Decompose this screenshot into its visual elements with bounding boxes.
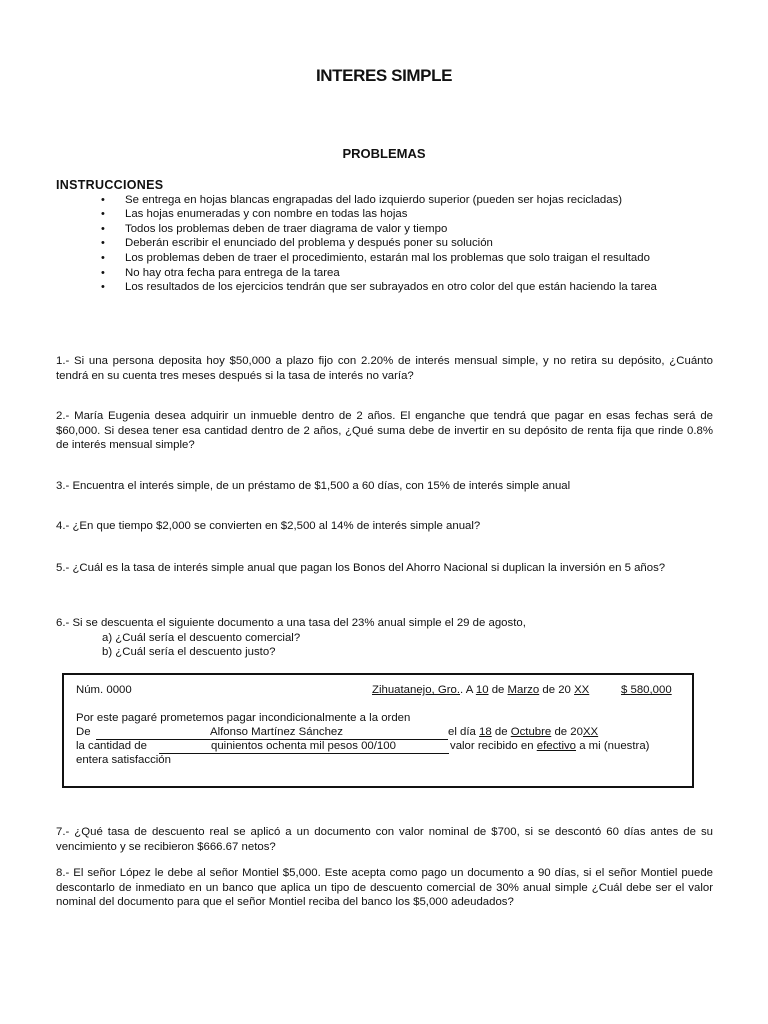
instruction-item: • Los resultados de los ejercicios tendrán que ser subrayados en otro color del que están haciendo la tarea bbox=[101, 281, 657, 294]
problem-6 bbox=[56, 616, 713, 660]
note-month: Marzo bbox=[507, 684, 540, 696]
instruction-item: • Deberán escribir el enunciado del problema y después poner su solución bbox=[101, 237, 493, 250]
instruction-item: • No hay otra fecha para entrega de la tarea bbox=[101, 266, 340, 279]
problem-3: 3.- Encuentra el interés simple, de un préstamo de $1,500 a 60 días, con 15% de interés simple anual bbox=[56, 480, 571, 492]
problem-6-statement: 6.- Si se descuenta el siguiente documento a una tasa del 23% anual simple el 29 de agosto, bbox=[56, 617, 526, 629]
note-payee-label: De bbox=[76, 726, 91, 738]
problem-4: 4.- ¿En que tiempo $2,000 se convierten en $2,500 al 14% de interés simple anual? bbox=[56, 520, 481, 532]
bullet-icon: • bbox=[101, 208, 105, 221]
note-number: Núm. 0000 bbox=[76, 684, 132, 696]
problem-2: 2.- María Eugenia desea adquirir un inmueble dentro de 2 años. El enganche que tendrá que pagar en esas fechas será de $60,000. Si desea tener esa cantidad dentro de 2 años, ¿Qué suma debe de invertir en su depósito de renta fija que rinde 0.8% de interés mensual simple? bbox=[56, 410, 713, 452]
note-quantity-label: la cantidad de bbox=[76, 740, 147, 752]
section-subtitle: PROBLEMAS bbox=[342, 146, 426, 161]
problem-1: 1.- Si una persona deposita hoy $50,000 a plazo fijo con 2.20% de interés mensual simple, y no retira su depósito, ¿Cuánto tendrá en su cuenta tres meses después si la tasa de interés no varía? bbox=[56, 355, 713, 382]
problem-6-part-a: a) ¿Cuál sería el descuento comercial? bbox=[102, 631, 301, 644]
note-place: Zihuatanejo, Gro. bbox=[372, 684, 461, 696]
problem-6-part-b: b) ¿Cuál sería el descuento justo? bbox=[102, 646, 276, 659]
instruction-item: • Las hojas enumeradas y con nombre en todas las hojas bbox=[101, 208, 408, 221]
instructions-list bbox=[56, 193, 716, 295]
note-promise-line: Por este pagaré prometemos pagar incondicionalmente a la orden bbox=[76, 712, 411, 724]
instruction-item: • Todos los problemas deben de traer diagrama de valor y tiempo bbox=[101, 222, 448, 235]
document-title: INTERES SIMPLE bbox=[315, 66, 453, 85]
instruction-item: • Se entrega en hojas blancas engrapadas del lado izquierdo superior (pueden ser hojas recicladas) bbox=[101, 193, 623, 206]
note-value-line: valor recibido en efectivo a mi (nuestra) bbox=[450, 740, 650, 752]
bullet-icon: • bbox=[101, 266, 105, 279]
bullet-icon: • bbox=[101, 237, 105, 250]
promissory-note bbox=[62, 673, 694, 788]
instructions-section bbox=[56, 178, 716, 295]
note-payee: Alfonso Martínez Sánchez bbox=[96, 725, 448, 740]
problem-7: 7.- ¿Qué tasa de descuento real se aplicó a un documento con valor nominal de $700, si se descontó 60 días antes de su vencimiento y se recibieron $666.67 netos? bbox=[56, 826, 713, 853]
note-satisfaction-line: entera satisfacción bbox=[76, 754, 171, 766]
bullet-icon: • bbox=[101, 222, 105, 235]
note-due-day: 18 bbox=[479, 726, 492, 738]
problem-5: 5.- ¿Cuál es la tasa de interés simple anual que pagan los Bonos del Ahorro Nacional si duplican la inversión en 5 años? bbox=[56, 562, 666, 574]
note-year: XX bbox=[574, 684, 590, 696]
note-amount: $ 580,000 bbox=[621, 684, 672, 696]
note-due-year: XX bbox=[582, 726, 599, 738]
note-day: 10 bbox=[475, 684, 489, 696]
instruction-item: • Los problemas deben de traer el procedimiento, estarán mal los problemas que solo traigan el resultado bbox=[101, 251, 650, 264]
bullet-icon: • bbox=[101, 281, 105, 294]
note-due-date: el día 18 de Octubre de 20XX bbox=[448, 726, 599, 738]
problem-8: 8.- El señor López le debe al señor Montiel $5,000. Este acepta como pago un documento a 90 días, si el señor Montiel puede descontarlo de inmediato en un banco que aplica un tipo de descuento comercial de 30% anual simple ¿Cuál debe ser el valor nominal del documento para que el señor Montiel reciba del banco los $5,000 adeudados? bbox=[56, 867, 713, 909]
instructions-heading: INSTRUCCIONES bbox=[56, 178, 164, 192]
note-quantity-text: quinientos ochenta mil pesos 00/100 bbox=[159, 739, 449, 754]
bullet-icon: • bbox=[101, 193, 105, 206]
note-due-month: Octubre bbox=[510, 726, 552, 738]
note-place-date: Zihuatanejo, Gro.. A 10 de Marzo de 20 XX bbox=[372, 684, 590, 696]
bullet-icon: • bbox=[101, 251, 105, 264]
note-value-type: efectivo bbox=[536, 740, 577, 752]
